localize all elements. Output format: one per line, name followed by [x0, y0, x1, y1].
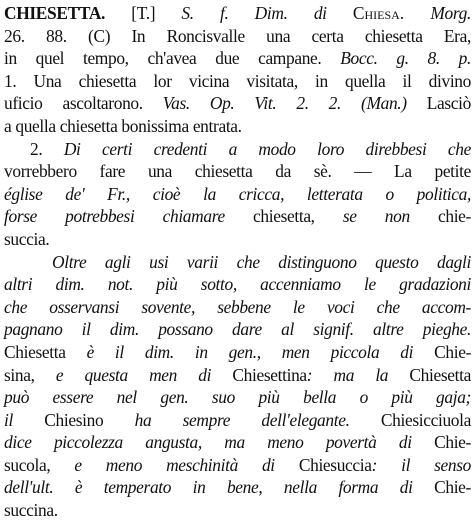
text-line-3: in quel tempo, ch'avea due campane. Bocc. g. 8. p.: [4, 48, 471, 69]
text-line-13: altri dim. not. più sotto, accenniamo le gradazioni: [4, 274, 471, 295]
text-line-4: 1. Una chiesetta lor vicina visitata, in quella il divino: [4, 70, 471, 91]
text-line-10: forse potrebbesi chiamare chiesetta, se non chie-: [4, 206, 471, 227]
text-line-2: 26. 88. (C) In Roncisvalle una certa chiesetta Era,: [4, 25, 471, 46]
source-citation: Bocc. g. 8. p.: [340, 48, 471, 69]
text-line-20: dice piccolezza angusta, ma meno povertà di Chie-: [4, 432, 471, 453]
text-line-16: Chiesetta è il dim. in gen., men piccola di Chie-: [4, 341, 472, 362]
headword: CHIESETTA.: [4, 3, 106, 23]
part-of-speech: S. f. Dim.: [181, 3, 288, 23]
source-citation: Morg.: [430, 3, 471, 23]
text-line-23: succina.: [4, 500, 58, 521]
text-line-7: 2. Di certi credenti a modo loro direbbesi che: [30, 138, 472, 159]
text-line-1: [4, 2, 471, 25]
text-line-18: può essere nel gen. suo più bella o più gaja;: [4, 387, 471, 408]
text-line-5: uficio ascoltarono. Vas. Op. Vit. 2. 2. (Man.) Lasciò: [4, 93, 471, 114]
text-line-6: a quella chiesetta bonissima entrata.: [4, 115, 242, 136]
text-line-9: église de' Fr., cioè la cricca, letterata o politica,: [4, 183, 471, 204]
text-line-12: Oltre agli usi varii che distinguono questo dagli: [52, 251, 471, 272]
text-line-14: che osservansi sovente, sebbene le voci che accom-: [4, 296, 471, 317]
di-word: di: [313, 3, 327, 23]
dictionary-entry: [4, 2, 471, 522]
text-line-11: succia.: [4, 228, 50, 249]
sense-number: 2.: [30, 138, 43, 159]
text-line-22: dell'ult. è temperato in bene, nella forma di Chie-: [4, 477, 471, 498]
text-line-17: sina, e questa men di Chiesettina: ma la Chiesetta: [4, 364, 471, 385]
text-line-19: il Chiesino ha sempre dell'elegante. Chiesicciuola: [4, 409, 471, 430]
tag: [T.]: [131, 3, 156, 23]
text-line-21: sucola, e meno meschinità di Chiesuccia: il senso: [4, 454, 472, 475]
source-citation: Vas. Op. Vit. 2. 2. (Man.): [162, 93, 407, 114]
base-word: Chiesa.: [352, 3, 405, 23]
text-line-8: vorrebbero fare una chiesetta da sè. — La petite: [4, 161, 471, 182]
text-line-15: pagnano il dim. possano dare al signif. altre pieghe.: [4, 319, 471, 340]
